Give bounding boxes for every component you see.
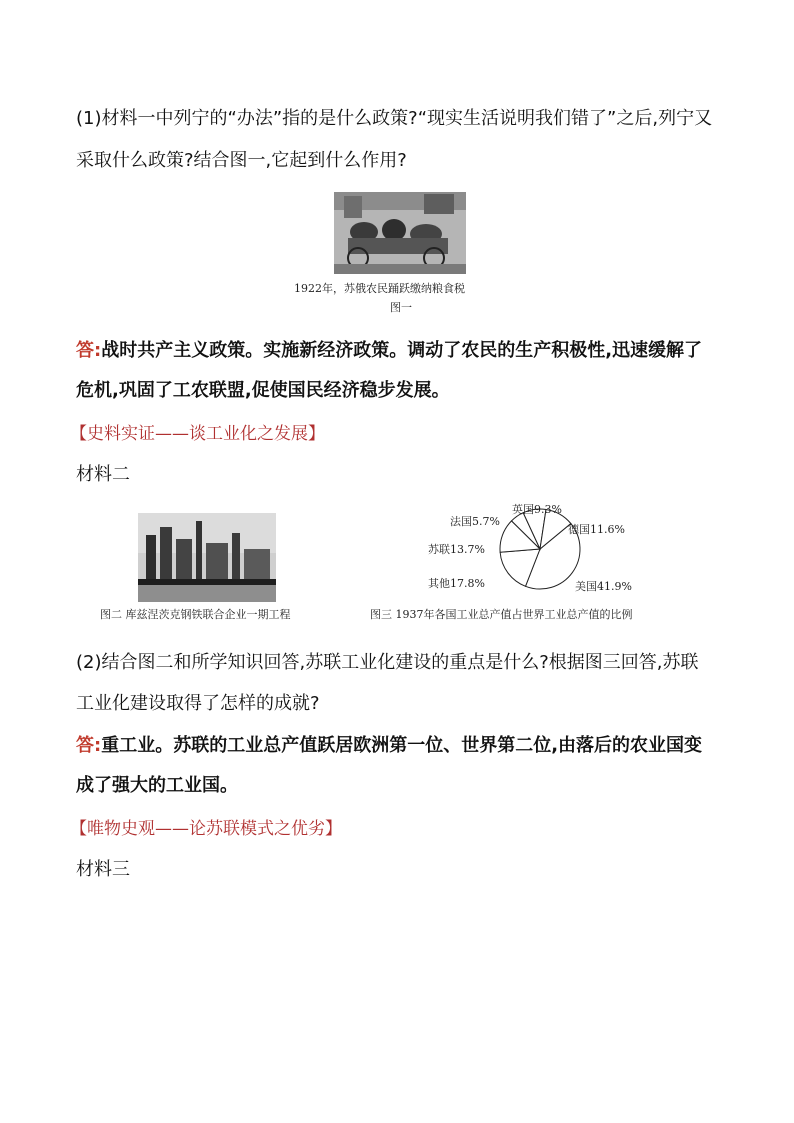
answer-1-line-2: 危机,巩固了工农联盟,促使国民经济稳步发展。 xyxy=(76,380,450,401)
question-1-line-1: (1)材料一中列宁的“办法”指的是什么政策?“现实生活说明我们错了”之后,列宁又 xyxy=(76,108,713,129)
figure-1-label: 图一 xyxy=(390,301,412,314)
section-heading-industrialization: 【史料实证——谈工业化之发展】 xyxy=(70,424,325,444)
question-2-line-2: 工业化建设取得了怎样的成就? xyxy=(76,693,320,714)
answer-2-line-1 xyxy=(76,731,702,757)
pie-label-3: 法国5.7% xyxy=(450,515,500,528)
answer-1-text-1: 战时共产主义政策。实施新经济政策。调动了农民的生产积极性,迅速缓解了 xyxy=(101,340,703,361)
steel-plant-illustration xyxy=(138,513,276,602)
answer-2-text-1: 重工业。苏联的工业总产值跃居欧洲第一位、世界第二位,由落后的农业国变 xyxy=(101,735,703,756)
pie-label-1: 其他17.8% xyxy=(428,577,485,590)
answer-1-line-1 xyxy=(76,336,702,362)
figure-1-caption: 1922年，苏俄农民踊跃缴纳粮食税 xyxy=(294,282,465,295)
answer-label: 答: xyxy=(76,340,102,361)
farmers-grain-tax-photo xyxy=(334,192,466,274)
pie-group xyxy=(500,509,580,589)
question-2-line-1: (2)结合图二和所学知识回答,苏联工业化建设的重点是什么?根据图三回答,苏联 xyxy=(76,652,699,673)
industrial-output-pie-chart xyxy=(420,494,680,604)
pie-label-4: 英国9.3% xyxy=(512,503,562,516)
steel-plant-photo xyxy=(138,513,276,602)
pie-label-2: 苏联13.7% xyxy=(428,543,485,556)
answer-2-line-2: 成了强大的工业国。 xyxy=(76,775,238,796)
material-2-heading: 材料二 xyxy=(76,464,130,485)
answer-label: 答: xyxy=(76,735,102,756)
photo-illustration xyxy=(334,192,466,274)
material-3-heading: 材料三 xyxy=(76,859,130,880)
figure-3-caption: 图三 1937年各国工业总产值占世界工业总产值的比例 xyxy=(370,608,633,621)
figure-2-caption: 图二 库兹涅茨克钢铁联合企业一期工程 xyxy=(100,608,291,621)
pie-label-0: 美国41.9% xyxy=(575,580,632,593)
question-1-line-2: 采取什么政策?结合图一,它起到什么作用? xyxy=(76,150,407,171)
pie-label-5: 德国11.6% xyxy=(568,523,625,536)
section-heading-soviet-model: 【唯物史观——论苏联模式之优劣】 xyxy=(70,819,342,839)
